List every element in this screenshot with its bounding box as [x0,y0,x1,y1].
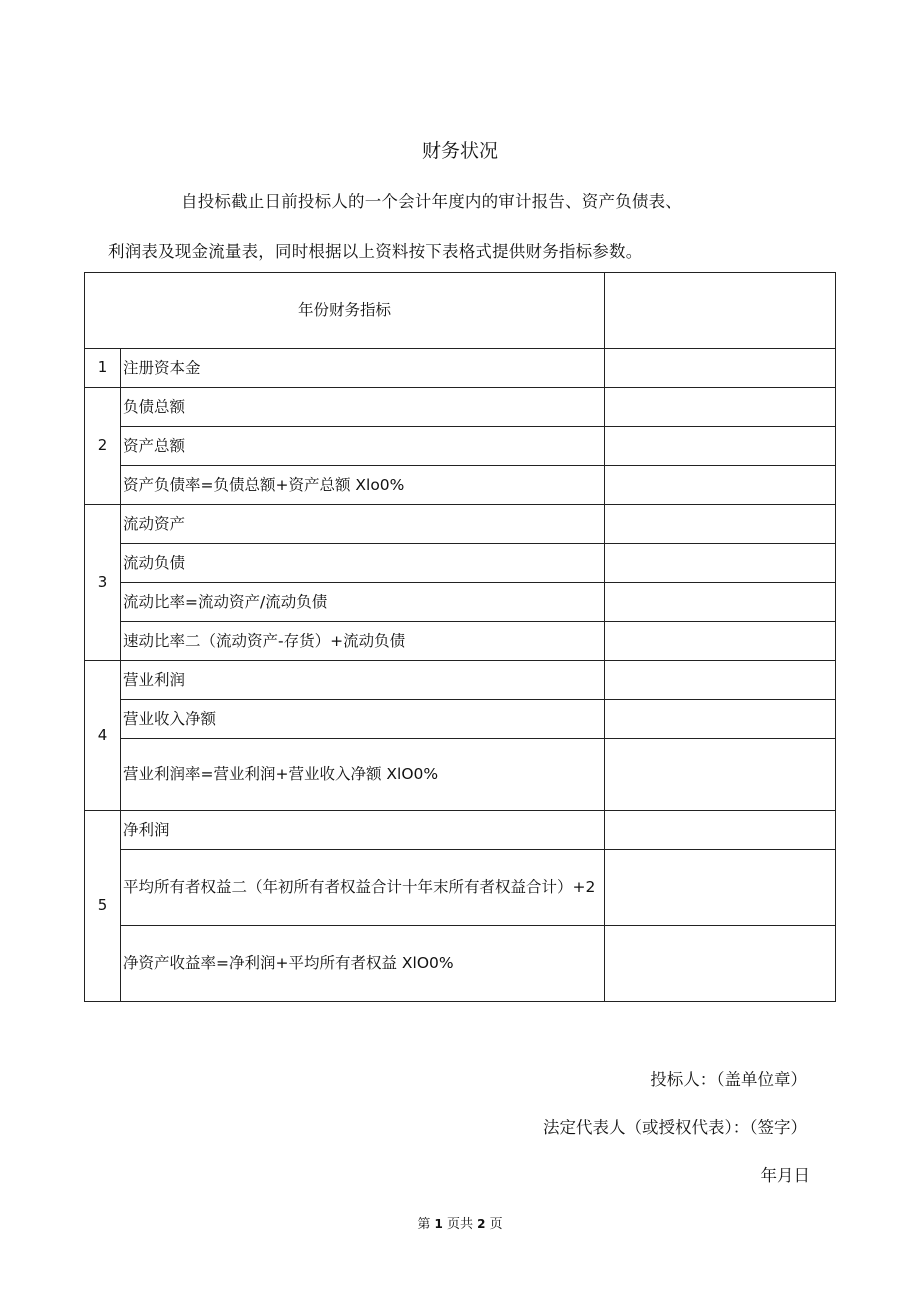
current-page-number: 1 [434,1217,443,1231]
indicator-label: 净利润 [121,811,605,850]
table-row [85,661,836,700]
indicator-value-cell[interactable] [605,926,836,1002]
table-header-row [85,273,836,349]
indicator-label: 净资产收益率=净利润+平均所有者权益 XlO0% [121,926,605,1002]
indicator-label: 注册资本金 [121,349,605,388]
group-number: 2 [85,388,121,505]
indicator-value-cell[interactable] [605,349,836,388]
legal-representative-line: 法定代表人（或授权代表）：（签字） [543,1118,807,1137]
table-row [85,811,836,850]
indicator-value-cell[interactable] [605,622,836,661]
group-number: 4 [85,661,121,811]
indicator-label: 资产负债率=负债总额+资产总额 Xlo0% [121,466,605,505]
table-header-label: 年份财务指标 [85,273,605,349]
table-row [85,926,836,1002]
indicator-value-cell[interactable] [605,544,836,583]
page-title: 财务状况 [421,140,498,162]
group-number: 3 [85,505,121,661]
bidder-seal-line: 投标人：（盖单位章） [650,1070,807,1089]
table-row [85,505,836,544]
table-row [85,622,836,661]
indicator-label: 营业利润率=营业利润+营业收入净额 XlO0% [121,739,605,811]
table-row [85,388,836,427]
indicator-label: 速动比率二（流动资产-存货）+流动负债 [121,622,605,661]
indicator-label: 营业利润 [121,661,605,700]
table-row [85,466,836,505]
indicator-label: 平均所有者权益二（年初所有者权益合计十年末所有者权益合计）+2 [121,850,605,926]
footer-prefix: 第 [417,1217,431,1232]
indicator-value-cell[interactable] [605,583,836,622]
group-number: 1 [85,349,121,388]
footer-suffix: 页 [489,1217,503,1232]
indicator-label: 流动资产 [121,505,605,544]
group-number: 5 [85,811,121,1002]
indicator-value-cell[interactable] [605,739,836,811]
indicator-label: 营业收入净额 [121,700,605,739]
indicator-label: 资产总额 [121,427,605,466]
table-row [85,349,836,388]
indicator-label: 负债总额 [121,388,605,427]
indicator-value-cell[interactable] [605,850,836,926]
intro-line-2: 利润表及现金流量表，同时根据以上资料按下表格式提供财务指标参数。 [108,242,643,261]
indicator-label: 流动负债 [121,544,605,583]
intro-line-1: 自投标截止日前投标人的一个会计年度内的审计报告、资产负债表、 [181,192,682,211]
table-row [85,850,836,926]
total-pages-number: 2 [477,1217,486,1231]
indicator-value-cell[interactable] [605,505,836,544]
indicator-value-cell[interactable] [605,388,836,427]
financial-indicators-table [84,272,836,1002]
table-row [85,583,836,622]
page-footer [0,1213,920,1232]
indicator-value-cell[interactable] [605,661,836,700]
table-row [85,700,836,739]
indicator-value-cell[interactable] [605,427,836,466]
table-row [85,739,836,811]
date-line: 年月日 [760,1166,810,1185]
table-row [85,427,836,466]
footer-middle: 页共 [446,1217,473,1232]
table-header-value-cell[interactable] [605,273,836,349]
indicator-label: 流动比率=流动资产/流动负债 [121,583,605,622]
indicator-value-cell[interactable] [605,811,836,850]
indicator-value-cell[interactable] [605,700,836,739]
table-row [85,544,836,583]
indicator-value-cell[interactable] [605,466,836,505]
